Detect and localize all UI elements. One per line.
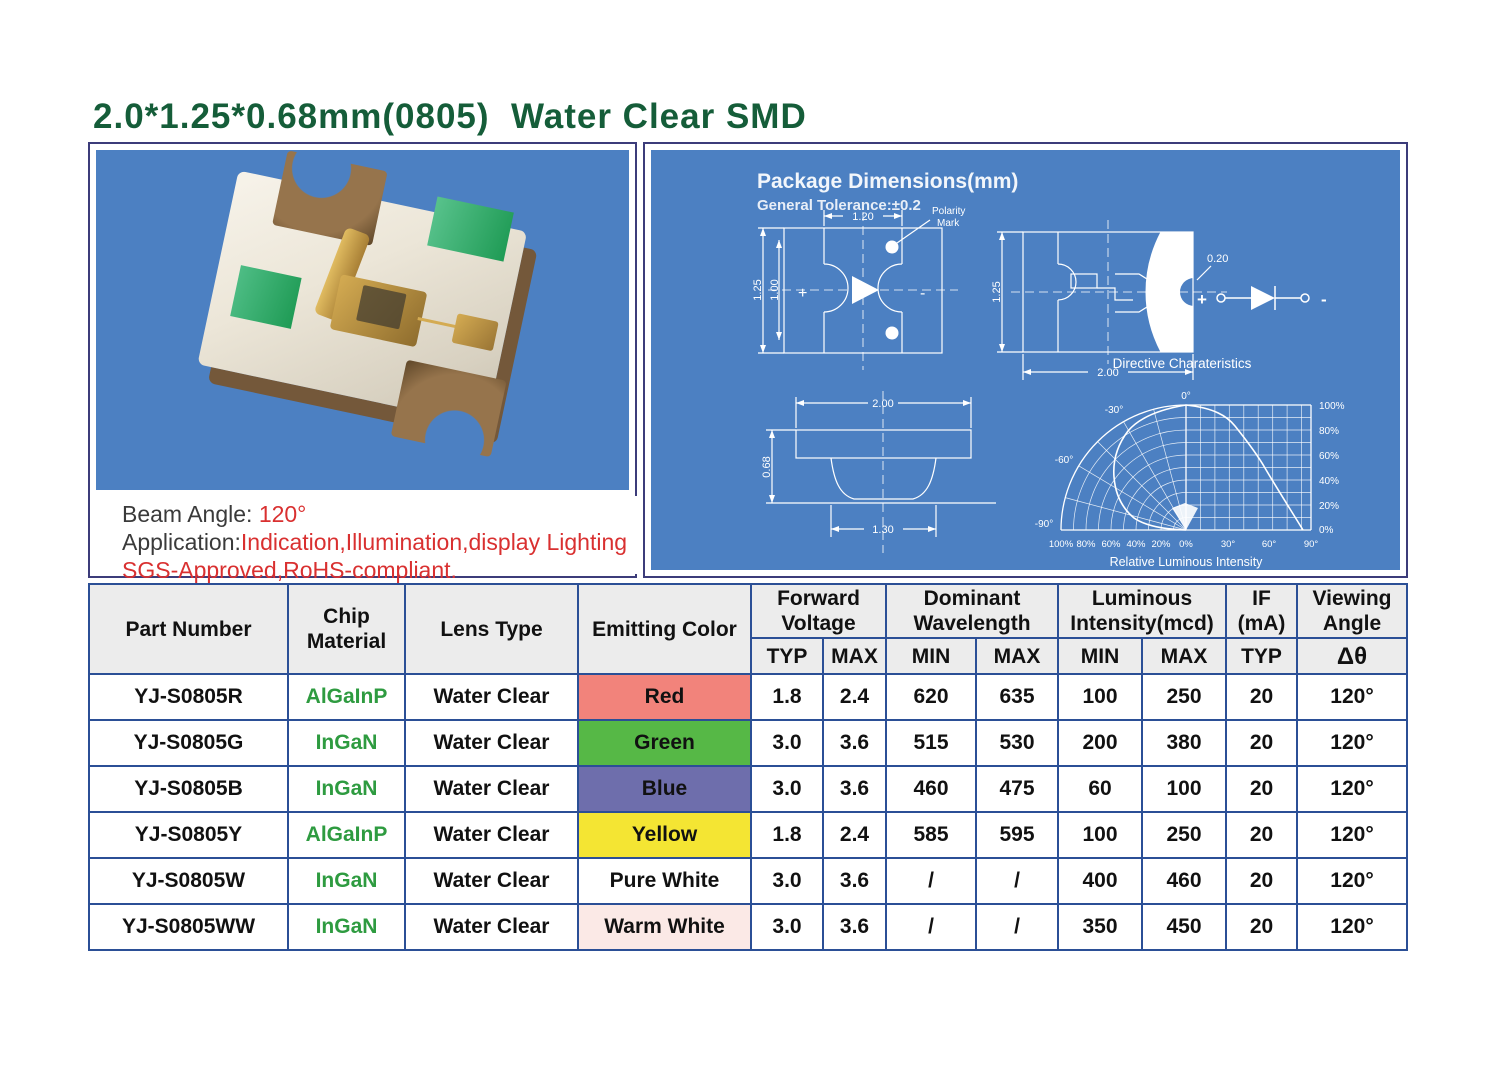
right-axis-60: 60% [1319, 451, 1340, 462]
diode-symbol [1191, 278, 1341, 318]
fv-max-cell: 2.4 [823, 674, 886, 720]
beam-angle-label: Beam Angle: [122, 501, 259, 527]
bottom-axis-60: 60% [1101, 539, 1121, 550]
emitting-color-cell: Red [578, 674, 751, 720]
header-emitting-color: Emitting Color [578, 584, 751, 674]
viewing-angle-cell: 120° [1297, 858, 1407, 904]
compliance-line: SGS-Approved,RoHS-compliant. [122, 557, 457, 583]
cathode-minus: - [920, 285, 926, 302]
li-max-cell: 450 [1142, 904, 1226, 950]
led-photo [96, 150, 629, 490]
part-number-cell: YJ-S0805WW [89, 904, 288, 950]
lens-type-cell: Water Clear [405, 812, 578, 858]
right-axis-80: 80% [1319, 426, 1340, 437]
fv-max-cell: 3.6 [823, 858, 886, 904]
li-min-cell: 350 [1058, 904, 1142, 950]
dimensions-tolerance: General Tolerance:±0.2 [757, 197, 921, 214]
right-axis-100: 100% [1319, 401, 1345, 412]
dim-1-25: 1.25 [752, 279, 764, 301]
lens-type-cell: Water Clear [405, 674, 578, 720]
part-number-cell: YJ-S0805R [89, 674, 288, 720]
dim-2-00: 2.00 [1097, 367, 1119, 379]
viewing-angle-cell: 120° [1297, 720, 1407, 766]
bottom-axis-80: 80% [1076, 539, 1096, 550]
dim-1-30: 1.30 [872, 524, 894, 536]
directivity-title: Directive Charateristics [1112, 356, 1252, 371]
directivity-footer: Relative Luminous Intensity [1109, 555, 1263, 569]
li-min-cell: 100 [1058, 812, 1142, 858]
right-axis-0: 0% [1319, 525, 1334, 536]
bottom-axis-60deg: 60° [1261, 539, 1277, 550]
viewing-angle-cell: 120° [1297, 904, 1407, 950]
bottom-axis-40: 40% [1126, 539, 1146, 550]
if-typ-cell: 20 [1226, 766, 1297, 812]
wl-min-cell: / [886, 904, 976, 950]
fv-max-cell: 2.4 [823, 812, 886, 858]
table-row [89, 766, 1407, 812]
li-min-cell: 100 [1058, 674, 1142, 720]
emitting-color-cell: Blue [578, 766, 751, 812]
li-min-cell: 200 [1058, 720, 1142, 766]
bottom-axis-30deg: 30° [1220, 539, 1236, 550]
header-chip-material: Chip Material [288, 584, 405, 674]
chip-material-cell: AlGaInP [288, 812, 405, 858]
chip-material-cell: AlGaInP [288, 674, 405, 720]
li-min-cell: 60 [1058, 766, 1142, 812]
lens-type-cell: Water Clear [405, 858, 578, 904]
lens-type-cell: Water Clear [405, 904, 578, 950]
fv-typ-cell: 1.8 [751, 674, 823, 720]
photo-caption [96, 496, 655, 583]
if-typ-cell: 20 [1226, 674, 1297, 720]
subheader-li-max: MAX [1142, 638, 1226, 674]
circuit-plus: + [1197, 290, 1207, 309]
circuit-minus: - [1321, 290, 1327, 309]
wl-min-cell: 620 [886, 674, 976, 720]
part-number-cell: YJ-S0805W [89, 858, 288, 904]
dim-1-25-b: 1.25 [991, 281, 1003, 303]
dimensions-title: Package Dimensions(mm) [757, 170, 1019, 193]
anode-plus: + [798, 285, 808, 302]
subheader-wl-max: MAX [976, 638, 1058, 674]
dimensions-canvas [651, 150, 1400, 570]
fv-typ-cell: 3.0 [751, 766, 823, 812]
if-typ-cell: 20 [1226, 812, 1297, 858]
li-max-cell: 460 [1142, 858, 1226, 904]
wl-max-cell: 595 [976, 812, 1058, 858]
angle-label-60: -60° [1054, 455, 1074, 466]
viewing-angle-cell: 120° [1297, 812, 1407, 858]
part-number-cell: YJ-S0805B [89, 766, 288, 812]
angle-label-0: 0° [1181, 391, 1191, 402]
wl-max-cell: 635 [976, 674, 1058, 720]
application-line [122, 528, 655, 556]
fv-max-cell: 3.6 [823, 904, 886, 950]
dim-0-68: 0.68 [761, 456, 773, 478]
header-lens-type: Lens Type [405, 584, 578, 674]
subheader-delta-theta: Δθ [1297, 638, 1407, 674]
if-typ-cell: 20 [1226, 904, 1297, 950]
table-row [89, 858, 1407, 904]
viewing-angle-cell: 120° [1297, 766, 1407, 812]
li-max-cell: 250 [1142, 812, 1226, 858]
wl-max-cell: 475 [976, 766, 1058, 812]
header-forward-voltage: Forward Voltage [751, 584, 886, 638]
table-row [89, 904, 1407, 950]
header-dominant-wavelength: Dominant Wavelength [886, 584, 1058, 638]
dim-1-20: 1.20 [852, 211, 874, 223]
emitting-color-cell: Warm White [578, 904, 751, 950]
wl-max-cell: / [976, 858, 1058, 904]
dim-0-20: 0.20 [1207, 253, 1229, 265]
top-view-drawing [746, 200, 986, 390]
side-view-drawing [746, 385, 1026, 565]
angle-label-90: -90° [1034, 519, 1054, 530]
chip-material-cell: InGaN [288, 766, 405, 812]
table-row [89, 720, 1407, 766]
wl-max-cell: 530 [976, 720, 1058, 766]
right-axis-40: 40% [1319, 476, 1340, 487]
li-min-cell: 400 [1058, 858, 1142, 904]
bottom-axis-20: 20% [1151, 539, 1171, 550]
header-luminous-intensity: Luminous Intensity(mcd) [1058, 584, 1226, 638]
subheader-li-min: MIN [1058, 638, 1142, 674]
bottom-axis-100: 100% [1048, 539, 1074, 550]
emitting-color-cell: Green [578, 720, 751, 766]
fv-typ-cell: 1.8 [751, 812, 823, 858]
fv-max-cell: 3.6 [823, 766, 886, 812]
application-value: Indication,Illumination,display Lighting [240, 529, 628, 555]
polarity-label-2: Mark [937, 218, 960, 229]
angle-label-30: -30° [1104, 405, 1124, 416]
polarity-label-1: Polarity [932, 206, 966, 217]
wl-min-cell: 515 [886, 720, 976, 766]
dimensions-panel [643, 142, 1408, 578]
wl-min-cell: 585 [886, 812, 976, 858]
chip-material-cell: InGaN [288, 720, 405, 766]
subheader-fv-typ: TYP [751, 638, 823, 674]
lens-type-cell: Water Clear [405, 720, 578, 766]
table-row [89, 674, 1407, 720]
dim-2-00-side: 2.00 [872, 398, 894, 410]
bottom-axis-90deg: 90° [1303, 539, 1319, 550]
if-typ-cell: 20 [1226, 720, 1297, 766]
table-row [89, 812, 1407, 858]
right-axis-20: 20% [1319, 501, 1340, 512]
li-max-cell: 100 [1142, 766, 1226, 812]
fv-typ-cell: 3.0 [751, 904, 823, 950]
page-title: 2.0*1.25*0.68mm(0805) Water Clear SMD [93, 97, 807, 136]
header-part-number: Part Number [89, 584, 288, 674]
wl-min-cell: 460 [886, 766, 976, 812]
chip-material-cell: InGaN [288, 904, 405, 950]
application-label: Application: [122, 529, 241, 555]
part-number-cell: YJ-S0805Y [89, 812, 288, 858]
fv-max-cell: 3.6 [823, 720, 886, 766]
beam-angle-line [122, 500, 655, 528]
emitting-color-cell: Pure White [578, 858, 751, 904]
directivity-chart [986, 355, 1400, 570]
spec-table [88, 583, 1408, 951]
wl-max-cell: / [976, 904, 1058, 950]
dim-1-00: 1.00 [769, 279, 781, 301]
subheader-wl-min: MIN [886, 638, 976, 674]
viewing-angle-cell: 120° [1297, 674, 1407, 720]
li-max-cell: 380 [1142, 720, 1226, 766]
emitting-color-cell: Yellow [578, 812, 751, 858]
photo-panel [88, 142, 637, 583]
header-if-current: IF (mA) [1226, 584, 1297, 638]
fv-typ-cell: 3.0 [751, 720, 823, 766]
li-max-cell: 250 [1142, 674, 1226, 720]
smd-led-image [179, 150, 554, 463]
subheader-fv-max: MAX [823, 638, 886, 674]
lens-type-cell: Water Clear [405, 766, 578, 812]
chip-material-cell: InGaN [288, 858, 405, 904]
beam-angle-value: 120° [258, 501, 307, 527]
part-number-cell: YJ-S0805G [89, 720, 288, 766]
fv-typ-cell: 3.0 [751, 858, 823, 904]
header-viewing-angle: Viewing Angle [1297, 584, 1407, 638]
if-typ-cell: 20 [1226, 858, 1297, 904]
subheader-if-typ: TYP [1226, 638, 1297, 674]
bottom-axis-0: 0% [1179, 539, 1193, 550]
wl-min-cell: / [886, 858, 976, 904]
